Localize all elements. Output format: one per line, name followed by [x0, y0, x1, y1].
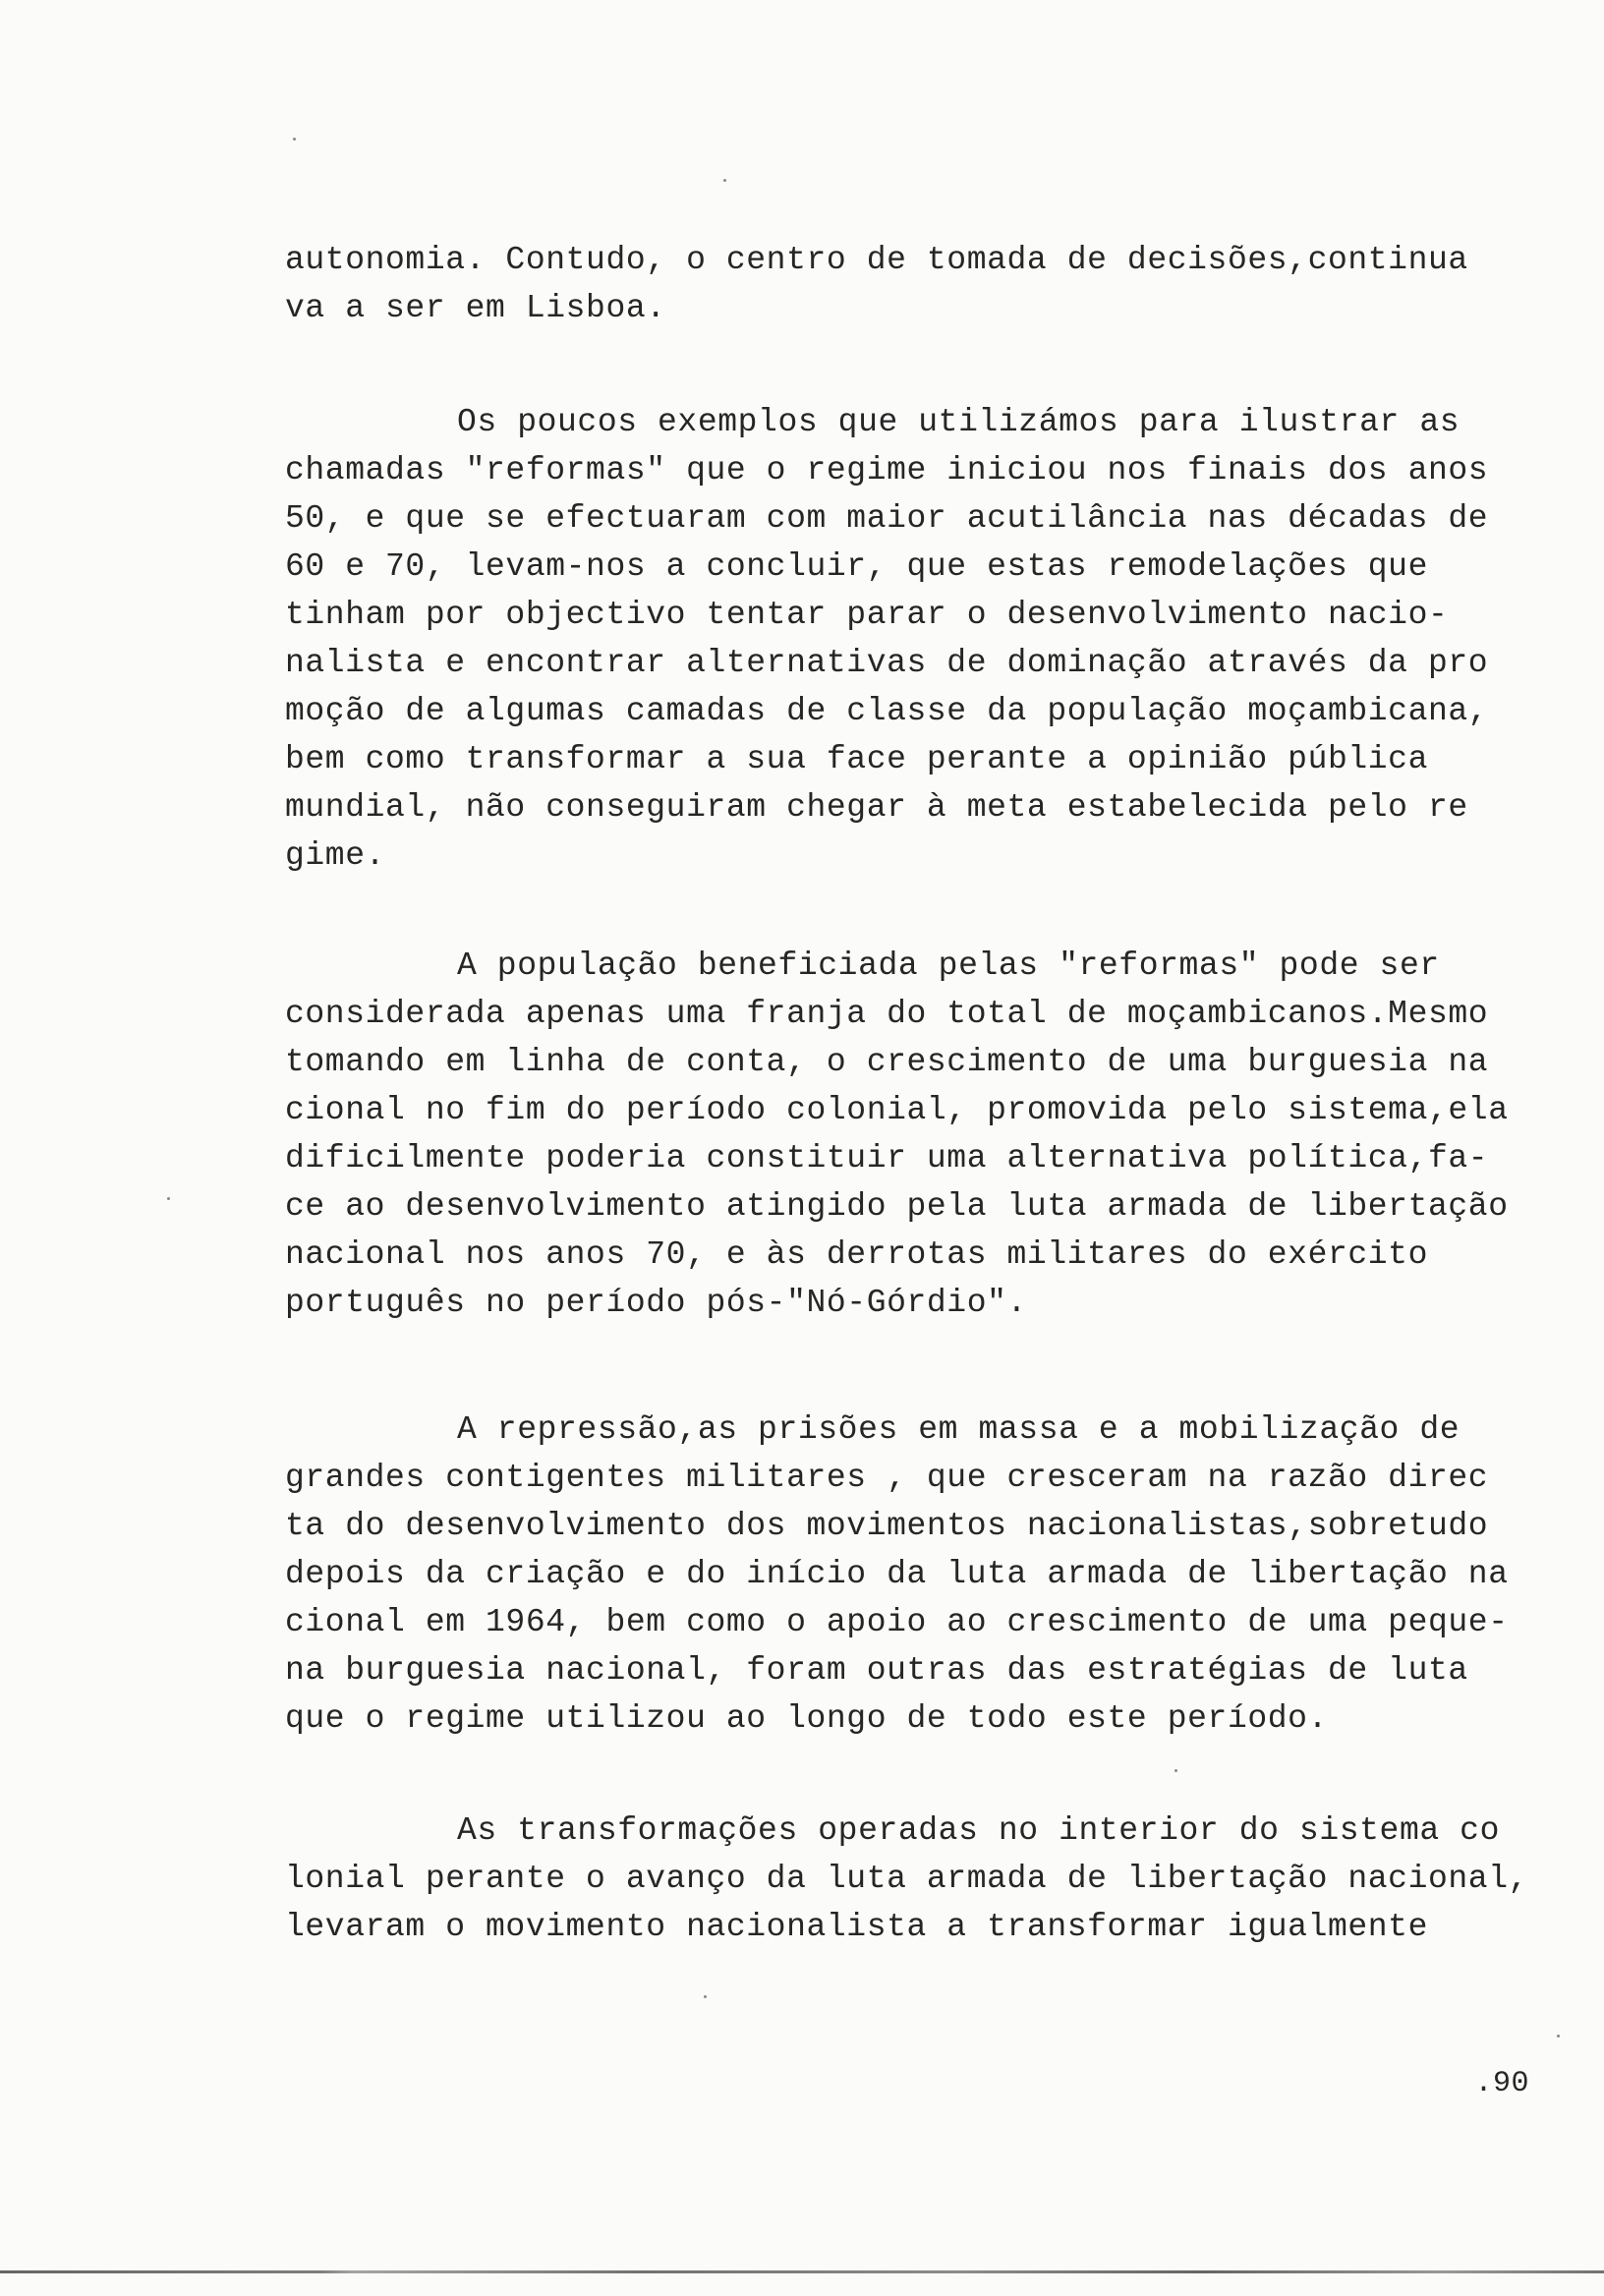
text-line: mundial, não conseguiram chegar à meta estabelecida pelo re [285, 789, 1468, 826]
paragraph-3 [285, 942, 1533, 1327]
text-line: moção de algumas camadas de classe da população moçambicana, [285, 693, 1489, 729]
text-line: lonial perante o avanço da luta armada de libertação nacional, [285, 1861, 1528, 1897]
text-line: na burguesia nacional, foram outras das estratégias de luta [285, 1652, 1468, 1689]
paragraph-2 [285, 398, 1533, 880]
text-line: levaram o movimento nacionalista a transformar igualmente [285, 1909, 1428, 1945]
text-line: Os poucos exemplos que utilizámos para ilustrar as [457, 404, 1461, 440]
text-line: A população beneficiada pelas "reformas" pode ser [457, 947, 1440, 984]
scan-speck [1174, 1769, 1177, 1772]
text-line: cional em 1964, bem como o apoio ao crescimento de uma peque- [285, 1604, 1509, 1640]
page-number: .90 [1474, 2067, 1529, 2100]
text-line: 60 e 70, levam-nos a concluir, que estas remodelações que [285, 548, 1428, 585]
text-line: nalista e encontrar alternativas de dominação através da pro [285, 645, 1489, 681]
text-line: gime. [285, 837, 386, 874]
paragraph-5 [285, 1807, 1533, 1951]
text-line: nacional nos anos 70, e às derrotas militares do exército [285, 1236, 1428, 1273]
text-line: português no período pós-"Nó-Górdio". [285, 1285, 1027, 1321]
scan-speck [1557, 2035, 1560, 2038]
text-line: tomando em linha de conta, o crescimento de uma burguesia na [285, 1044, 1489, 1080]
text-line: ce ao desenvolvimento atingido pela luta armada de libertação [285, 1188, 1509, 1225]
text-line: A repressão,as prisões em massa e a mobilização de [457, 1411, 1461, 1448]
text-line: 50, e que se efectuaram com maior acutilância nas décadas de [285, 500, 1489, 537]
text-line: autonomia. Contudo, o centro de tomada de decisões,continua [285, 242, 1468, 278]
text-line: considerada apenas uma franja do total de moçambicanos.Mesmo [285, 996, 1489, 1032]
text-line: cional no fim do período colonial, promovida pelo sistema,ela [285, 1092, 1509, 1128]
scan-speck [723, 179, 726, 182]
scan-speck [293, 138, 296, 141]
bottom-rule-divider [0, 2270, 1604, 2273]
text-line: ta do desenvolvimento dos movimentos nacionalistas,sobretudo [285, 1508, 1489, 1544]
text-line: que o regime utilizou ao longo de todo este período. [285, 1700, 1328, 1737]
text-line: grandes contigentes militares , que cresceram na razão direc [285, 1460, 1489, 1496]
text-line: As transformações operadas no interior do sistema co [457, 1812, 1500, 1849]
paragraph-1 [285, 236, 1533, 332]
text-line: va a ser em Lisboa. [285, 290, 666, 326]
text-line: dificilmente poderia constituir uma alternativa política,fa- [285, 1140, 1489, 1177]
text-line: tinham por objectivo tentar parar o desenvolvimento nacio- [285, 597, 1449, 633]
scan-speck [704, 1995, 707, 1998]
text-line: depois da criação e do início da luta armada de libertação na [285, 1556, 1509, 1592]
paragraph-4 [285, 1406, 1533, 1743]
text-line: chamadas "reformas" que o regime iniciou nos finais dos anos [285, 452, 1489, 488]
text-line: bem como transformar a sua face perante a opinião pública [285, 741, 1428, 777]
scan-speck [167, 1197, 170, 1200]
